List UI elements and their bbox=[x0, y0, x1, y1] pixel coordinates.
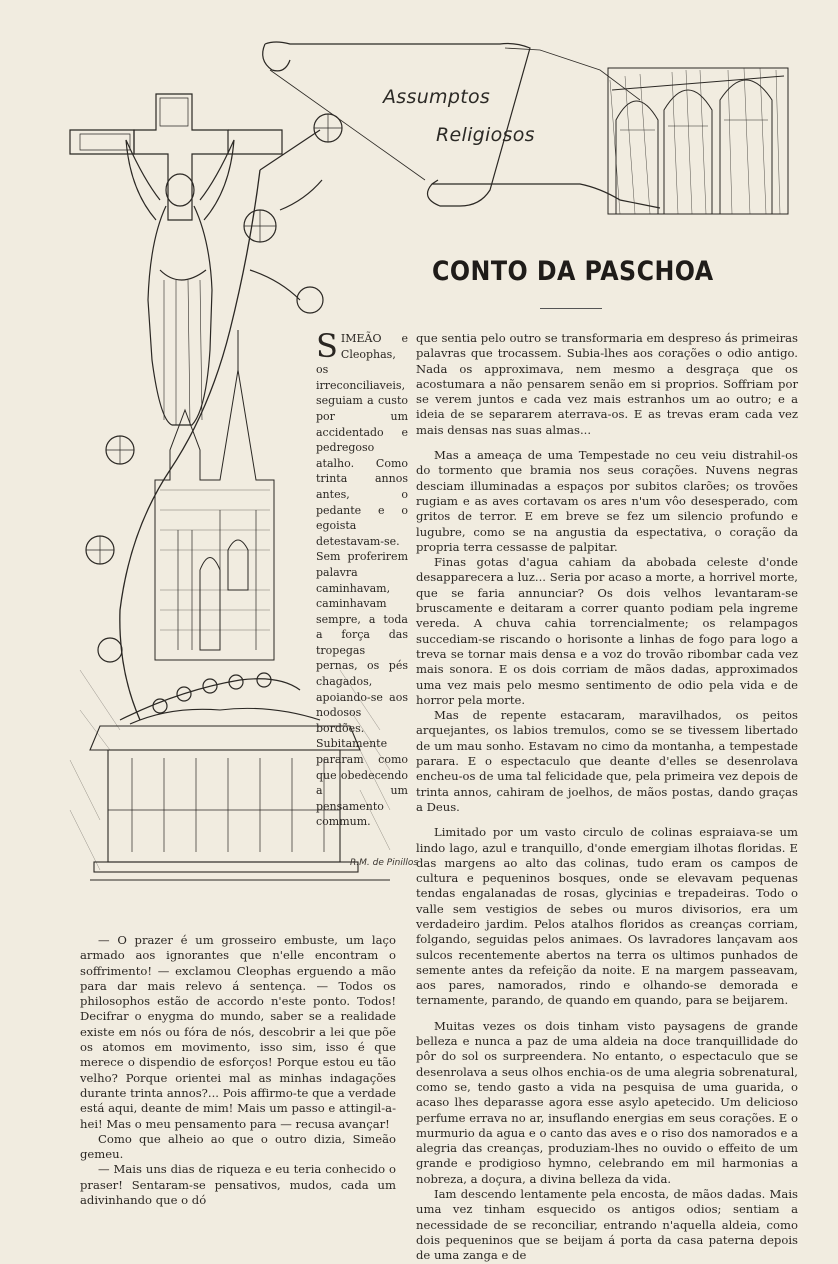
paragraph: que sentia pelo outro se transformaria em despreso ás primeiras palavras que trocassem. Subia-lhes aos corações o odio antigo. Nada os approximava, nem mesmo a desgraça que os acostumara a não pensarem senão em si proprios. Soffriam por se verem juntos e cada vez mais estranhos um ao outro; e a ideia de se separarem aterrava-os. E as trevas eram cada vez mais densas nas suas almas... bbox=[416, 331, 798, 437]
paragraph: Iam descendo lentamente pela encosta, de mãos dadas. Mais uma vez tinham esquecido os antigos odios; sentiam a necessidade de se reconciliar, entrando n'aquella aldeia, como dois pequeninos que se beijam á porta da casa paterna depois de uma zanga e de bbox=[416, 1187, 798, 1263]
intro-text: IMEÃO e Cleophas, os irreconciliaveis, seguiam a custo por um accidentado e pedregoso atalho. Como trinta annos antes, o pedante e o egoista detestavam-se. Sem proferirem palavra caminhavam, caminhavam sempre, a toda a força das tropegas pernas, os pés chagados, apoiando-se aos nodosos bordões. Subitamente pararam como que obedecendo a um pensamento commum. bbox=[316, 332, 408, 829]
scroll-title-line2: Religiosos bbox=[436, 124, 535, 146]
article-title: CONTO DA PASCHOA bbox=[432, 256, 714, 287]
paragraph: Mas a ameaça de uma Tempestade no ceu veiu distrahil-os do tormento que bramia nos seus corações. Nuvens negras desciam illuminadas a espaços por subitos clarões; os trovões rugiam e as aves cortavam os ares n'um vôo desesperado, com gritos de terror. E em breve se fez um silencio profundo e lugubre, como se na angustia da espectativa, o coração da propria terra cessasse de palpitar. bbox=[416, 448, 798, 554]
paragraph: Mas de repente estacaram, maravilhados, os peitos arquejantes, os labios tremulos, como se se tivessem libertado de um mau sonho. Estavam no cimo da montanha, a tempestade parara. E o espectaculo que deante d'elles se desenrolava encheu-os de uma tal felicidade que, pela primeira vez depois de trinta annos, cahiram de joelhos, de mãos postas, dando graças a Deus. bbox=[416, 708, 798, 814]
intro-paragraph bbox=[316, 327, 408, 830]
bottom-left-column bbox=[80, 933, 396, 1208]
scroll-title-line1: Assumptos bbox=[383, 86, 491, 108]
right-column bbox=[416, 331, 798, 1264]
paragraph: — Mais uns dias de riqueza e eu teria conhecido o praser! Sentaram-se pensativos, mudos, cada um adivinhando que o dó bbox=[80, 1162, 396, 1208]
title-divider bbox=[540, 308, 602, 309]
artist-signature: R.M. de Pinillos bbox=[350, 858, 419, 868]
paragraph: Muitas vezes os dois tinham visto paysagens de grande belleza e nunca a paz de uma aldeia na doce tranquillidade do pôr do sol os surpreendera. No entanto, o espectaculo que se desenrolava a seus olhos enchia-os de uma alegria sobrenatural, como se, tendo gasto a vida na pesquisa de uma guarida, o acaso lhes deparasse agora esse asylo apetecido. Um delicioso perfume errava no ar, insuflando energias em seus corações. E o murmurio da agua e o canto das aves e o riso dos namorados e a alegria das creanças, produziam-lhes no ouvido o effeito de um grande e prodigioso hymno, celebrando em mil harmonias a nobreza, a doçura, a divina belleza da vida. bbox=[416, 1018, 798, 1186]
paragraph: — O prazer é um grosseiro embuste, um laço armado aos ignorantes que n'elle encontram o soffrimento! — exclamou Cleophas erguendo a mão para dar mais relevo á sentença. — Todos os philosophos estão de accordo n'este ponto. Todos! Decifrar o enygma do mundo, saber se a realidade existe em nós ou fóra de nós, descobrir a lei que põe os atomos em movimento, isso sim, isso é que merece o dispendio de esforços! Porque estou eu tão velho? Porque orientei mal as minhas indagações durante trinta annos?... Pois affirmo-te que a verdade está aqui, deante de mim! Mais um passo e attingil-a-hei! Mas o meu pensamento para — recusa avançar! bbox=[80, 933, 396, 1131]
paragraph: Como que alheio ao que o outro dizia, Simeão gemeu. bbox=[80, 1131, 396, 1162]
paragraph: Finas gotas d'agua cahiam da abobada celeste d'onde desapparecera a luz... Seria por acaso a morte, a horrivel morte, que se faria annunciar? Os dois velhos levantaram-se bruscamente e deitaram a correr quanto podiam pela ingreme vereda. A chuva cahia torrencialmente; os relampagos succediam-se riscando o horisonte a linhas de fogo para logo a treva se tornar mais densa e a voz do trovão ribombar cada vez mais sonora. E os dois corriam de mãos dadas, approximados uma vez mais pelo mesmo sentimento de odio pela vida e de horror pela morte. bbox=[416, 555, 798, 707]
drop-cap: S bbox=[316, 327, 338, 365]
paragraph: Limitado por um vasto circulo de colinas espraiava-se um lindo lago, azul e tranquillo, d'onde emergiam ilhotas floridas. E das margens ao alto das colinas, tudo eram os campos de cultura e pequeninos bosques, onde se elevavam pequenas tendas engalanadas de rosas, glycinias e trepadeiras. Todo o valle sem vestigios de sebes ou muros divisorios, era um verdadeiro jardim. Pelos atalhos floridos as creanças corriam, folgando, seguidas pelos animaes. Os lavradores lançavam aos sulcos recentemente abertos na terra os ultimos punhados de semente antes da refeição da noite. E na margem passeavam, aos pares, namorados, rindo e olhando-se demorada e ternamente, parando, de quando em quando, para se beijarem. bbox=[416, 825, 798, 1008]
